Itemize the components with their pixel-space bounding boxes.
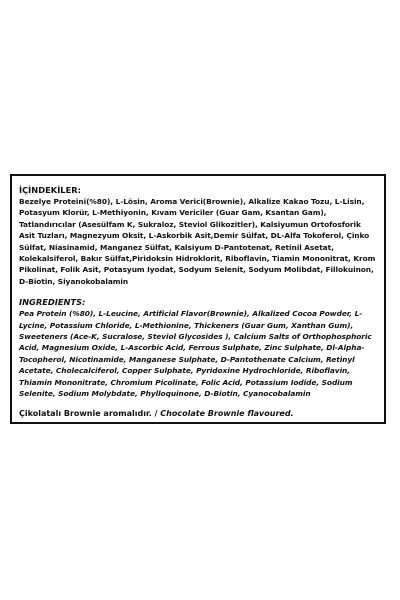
- flavour-statement: [19, 408, 378, 419]
- turkish-ingredients: Bezelye Proteini(%80), L-Lösin, Aroma Verici(Brownie), Alkalize Kakao Tozu, L-Lisin, Potasyum Klorür, L-Methiyonin, Kıvam Verici̇ler (Guar Gam, Ksantan Gam), Tatlandırıcılar (Asesülfam K, Sukraloz, Steviol Glikozitler), Kalsiyumun Ortofosforik Asit Tuzları, Magnezyum Oksit, L-Askorbik Asit,Demir Sülfat, DL-Alfa Tokoferol, Çinko Sülfat, Niasinamid, Manganez Sülfat, Kalsiyum D-Pantotenat, Retinil Asetat, Kolekalsiferol, Bakır Sülfat,Piridoksin Hidroklorit, Riboflavin, Tiamin Mononitrat, Krom Pikolinat, Folik Asit, Potasyum Iyodat, Sodyum Selenit, Sodyum Molibdat, Fillokuinon, D-Biotin, Siyanokobalamin: [19, 197, 376, 286]
- english-heading: INGREDIENTS:: [19, 297, 86, 308]
- section-gap: [19, 400, 378, 408]
- english-ingredients: Pea Protein (%80), L-Leucine, Artificial Flavor(Brownie), Alkalized Cocoa Powder, L-Lycine, Potassium Chloride, L-Methionine, Thickeners (Guar Gum, Xanthan Gum), Sweeteners (Ace-K, Sucralose, Steviol Glycosides ), Calcium Salts of Orthophosphoric Acid, Magnesium Oxide, L-Ascorbic Acid, Ferrous Sulphate, Zinc Sulphate, Dl-Alpha-Tocopherol, Nicotinamide, Manganese Sulphate, D-Pantothenate Calcium, Retinyl Acetate, Cholecalciferol, Copper Sulphate, Pyridoxine Hydrochloride, Riboflavin, Thiamin Mononitrate, Chromium Picolinate, Folic Acid, Potassium Iodide, Sodium Selenite, Sodium Molybdate, Phylloquinone, D-Biotin, Cyanocobalamin: [19, 309, 372, 399]
- section-gap: [19, 287, 378, 297]
- flavour-turkish: Çikolatalı Brownie aromalıdır. /: [19, 408, 161, 418]
- ingredients-label: [10, 174, 386, 424]
- turkish-heading: İÇİNDEKİLER:: [19, 185, 81, 195]
- flavour-english: Chocolate Brownie flavoured.: [160, 408, 294, 418]
